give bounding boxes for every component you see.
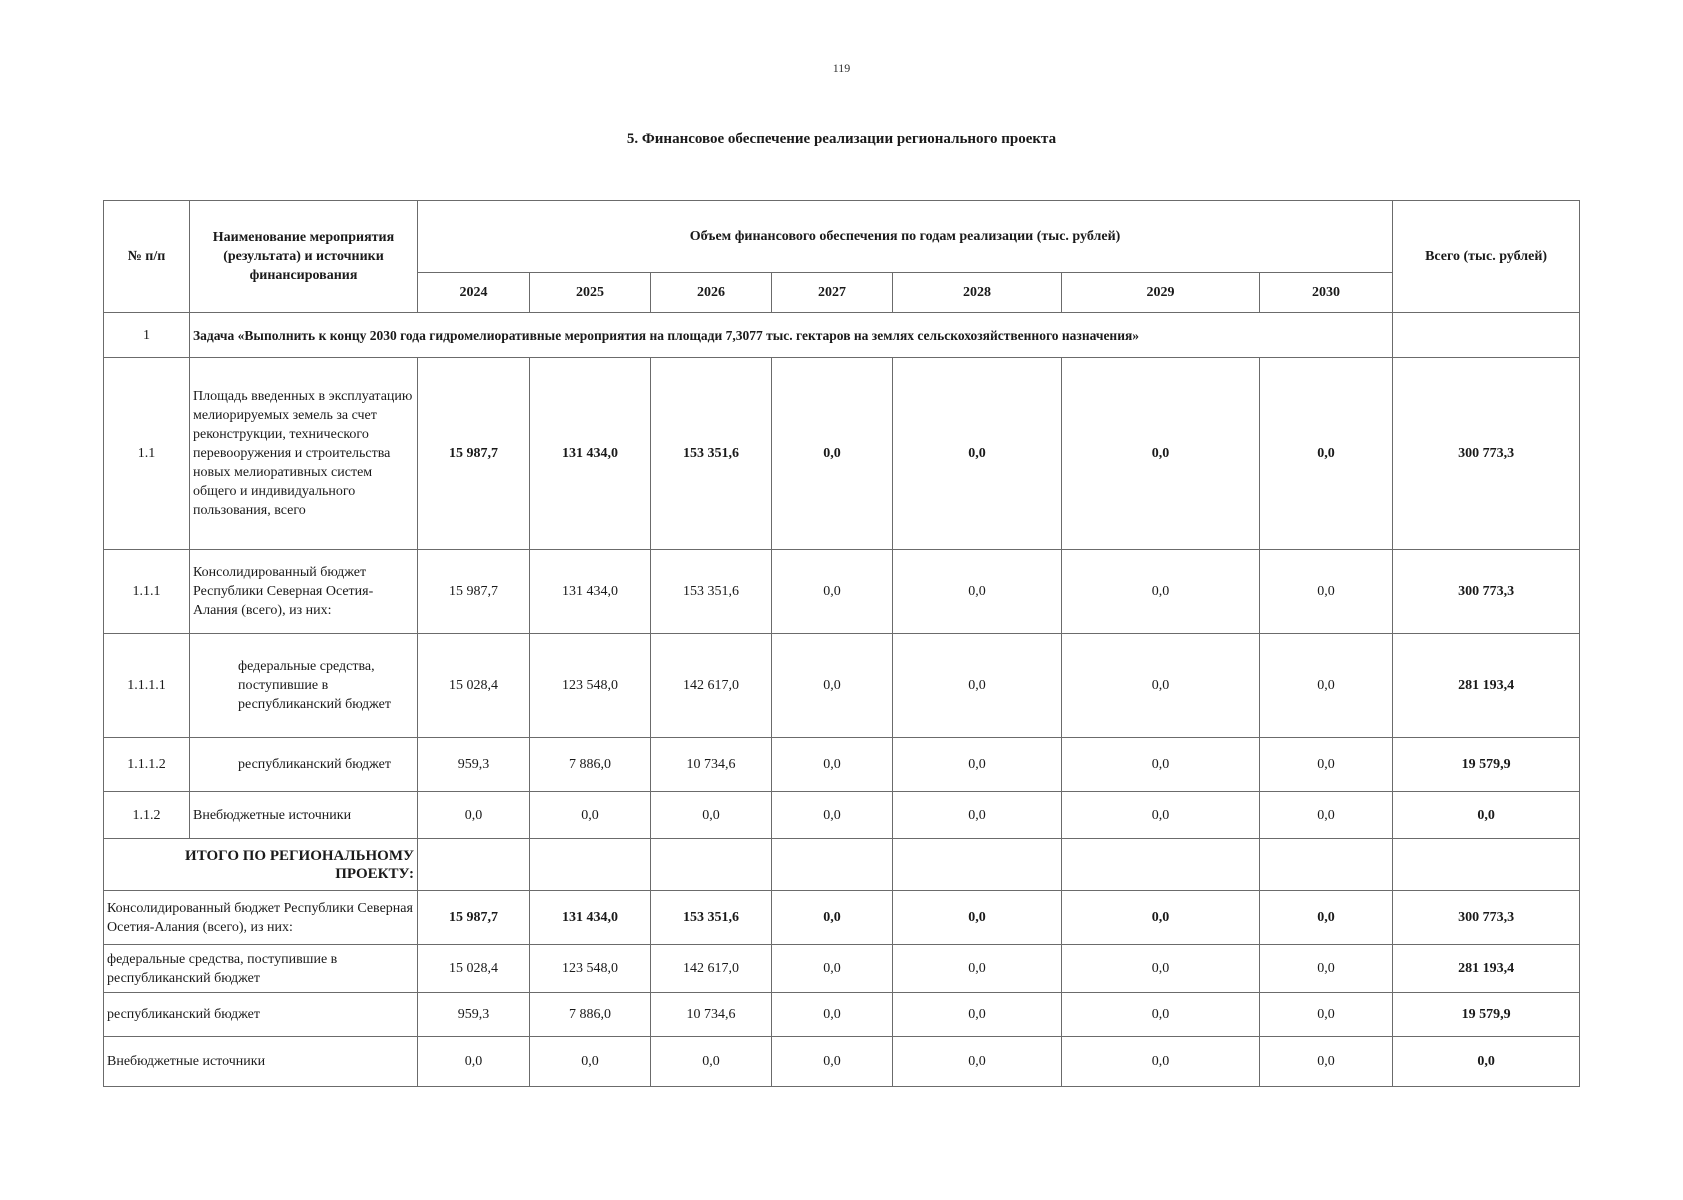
value-cell: 0,0 [1062,550,1260,634]
total-cell: 0,0 [1393,792,1580,839]
value-cell: 0,0 [893,358,1062,550]
value-cell: 0,0 [1260,550,1393,634]
value-cell: 15 987,7 [418,891,530,945]
header-year: 2027 [772,273,893,313]
summary-title: ИТОГО ПО РЕГИОНАЛЬНОМУ ПРОЕКТУ: [104,839,418,891]
table-row [104,792,1580,839]
total-cell: 300 773,3 [1393,891,1580,945]
value-cell: 0,0 [530,792,651,839]
task-row [104,313,1580,358]
total-cell: 19 579,9 [1393,993,1580,1037]
value-cell: 0,0 [772,792,893,839]
summary-row [104,891,1580,945]
value-cell: 0,0 [1260,738,1393,792]
task-total-empty [1393,313,1580,358]
header-name: Наименование мероприятия (результата) и источники финансирования [190,201,418,313]
value-cell: 0,0 [893,792,1062,839]
value-cell: 0,0 [1260,993,1393,1037]
empty-cell [772,839,893,891]
value-cell: 0,0 [1062,891,1260,945]
value-cell: 10 734,6 [651,738,772,792]
row-name: республиканский бюджет [190,738,418,792]
table-row [104,634,1580,738]
row-name: Консолидированный бюджет Республики Северная Осетия-Алания (всего), из них: [104,891,418,945]
value-cell: 0,0 [893,634,1062,738]
row-num: 1.1.2 [104,792,190,839]
value-cell: 0,0 [1260,891,1393,945]
value-cell: 0,0 [1260,945,1393,993]
row-num: 1.1.1.2 [104,738,190,792]
value-cell: 0,0 [893,993,1062,1037]
value-cell: 153 351,6 [651,891,772,945]
value-cell: 0,0 [1062,945,1260,993]
task-text: Задача «Выполнить к концу 2030 года гидромелиоративные мероприятия на площади 7,3077 тыс. гектаров на землях сельскохозяйственного назначения» [190,313,1393,358]
value-cell: 0,0 [1062,634,1260,738]
total-cell: 19 579,9 [1393,738,1580,792]
value-cell: 142 617,0 [651,945,772,993]
total-cell: 300 773,3 [1393,550,1580,634]
value-cell: 0,0 [893,550,1062,634]
value-cell: 153 351,6 [651,550,772,634]
value-cell: 0,0 [772,634,893,738]
value-cell: 0,0 [1260,634,1393,738]
value-cell: 142 617,0 [651,634,772,738]
value-cell: 0,0 [772,891,893,945]
value-cell: 0,0 [1260,792,1393,839]
value-cell: 123 548,0 [530,634,651,738]
value-cell: 0,0 [1062,1037,1260,1087]
value-cell: 131 434,0 [530,891,651,945]
value-cell: 0,0 [772,993,893,1037]
value-cell: 0,0 [772,358,893,550]
header-volume: Объем финансового обеспечения по годам реализации (тыс. рублей) [418,201,1393,273]
header-year: 2030 [1260,273,1393,313]
summary-row [104,993,1580,1037]
empty-cell [530,839,651,891]
row-name: Внебюджетные источники [190,792,418,839]
page-number: 119 [832,61,851,75]
row-num: 1.1.1.1 [104,634,190,738]
value-cell: 0,0 [530,1037,651,1087]
row-name: Консолидированный бюджет Республики Северная Осетия-Алания (всего), из них: [190,550,418,634]
value-cell: 0,0 [1062,358,1260,550]
value-cell: 0,0 [1062,993,1260,1037]
value-cell: 15 987,7 [418,550,530,634]
value-cell: 0,0 [893,1037,1062,1087]
empty-cell [1393,839,1580,891]
value-cell: 0,0 [772,738,893,792]
value-cell: 0,0 [772,550,893,634]
value-cell: 7 886,0 [530,738,651,792]
total-cell: 0,0 [1393,1037,1580,1087]
table-row [104,550,1580,634]
summary-row [104,945,1580,993]
row-name: республиканский бюджет [104,993,418,1037]
total-cell: 300 773,3 [1393,358,1580,550]
value-cell: 15 028,4 [418,945,530,993]
value-cell: 131 434,0 [530,550,651,634]
task-num: 1 [104,313,190,358]
empty-cell [418,839,530,891]
table-row [104,738,1580,792]
value-cell: 0,0 [418,1037,530,1087]
value-cell: 0,0 [1260,1037,1393,1087]
value-cell: 0,0 [772,1037,893,1087]
value-cell: 7 886,0 [530,993,651,1037]
value-cell: 0,0 [893,738,1062,792]
empty-cell [651,839,772,891]
value-cell: 131 434,0 [530,358,651,550]
value-cell: 0,0 [1062,792,1260,839]
value-cell: 123 548,0 [530,945,651,993]
summary-title-row [104,839,1580,891]
value-cell: 0,0 [418,792,530,839]
value-cell: 0,0 [1260,358,1393,550]
value-cell: 10 734,6 [651,993,772,1037]
row-num: 1.1 [104,358,190,550]
row-name: федеральные средства, поступившие в республиканский бюджет [190,634,418,738]
value-cell: 0,0 [893,945,1062,993]
table-row [104,358,1580,550]
row-num: 1.1.1 [104,550,190,634]
value-cell: 959,3 [418,738,530,792]
header-year: 2028 [893,273,1062,313]
header-year: 2029 [1062,273,1260,313]
value-cell: 0,0 [1062,738,1260,792]
row-name: Площадь введенных в эксплуатацию мелиорируемых земель за счет реконструкции, технического перевооружения и строительства новых мелиоративных систем общего и индивидуального пользования, всего [190,358,418,550]
header-year: 2024 [418,273,530,313]
section-title: 5. Финансовое обеспечение реализации регионального проекта [626,131,1057,147]
summary-row [104,1037,1580,1087]
header-year: 2025 [530,273,651,313]
financing-table [103,200,1580,1087]
total-cell: 281 193,4 [1393,634,1580,738]
empty-cell [1062,839,1260,891]
empty-cell [1260,839,1393,891]
value-cell: 15 028,4 [418,634,530,738]
header-year: 2026 [651,273,772,313]
value-cell: 0,0 [651,792,772,839]
total-cell: 281 193,4 [1393,945,1580,993]
row-name: федеральные средства, поступившие в республиканский бюджет [104,945,418,993]
empty-cell [893,839,1062,891]
value-cell: 959,3 [418,993,530,1037]
row-name: Внебюджетные источники [104,1037,418,1087]
header-total: Всего (тыс. рублей) [1393,201,1580,313]
value-cell: 15 987,7 [418,358,530,550]
header-num: № п/п [104,201,190,313]
value-cell: 153 351,6 [651,358,772,550]
value-cell: 0,0 [651,1037,772,1087]
value-cell: 0,0 [772,945,893,993]
value-cell: 0,0 [893,891,1062,945]
